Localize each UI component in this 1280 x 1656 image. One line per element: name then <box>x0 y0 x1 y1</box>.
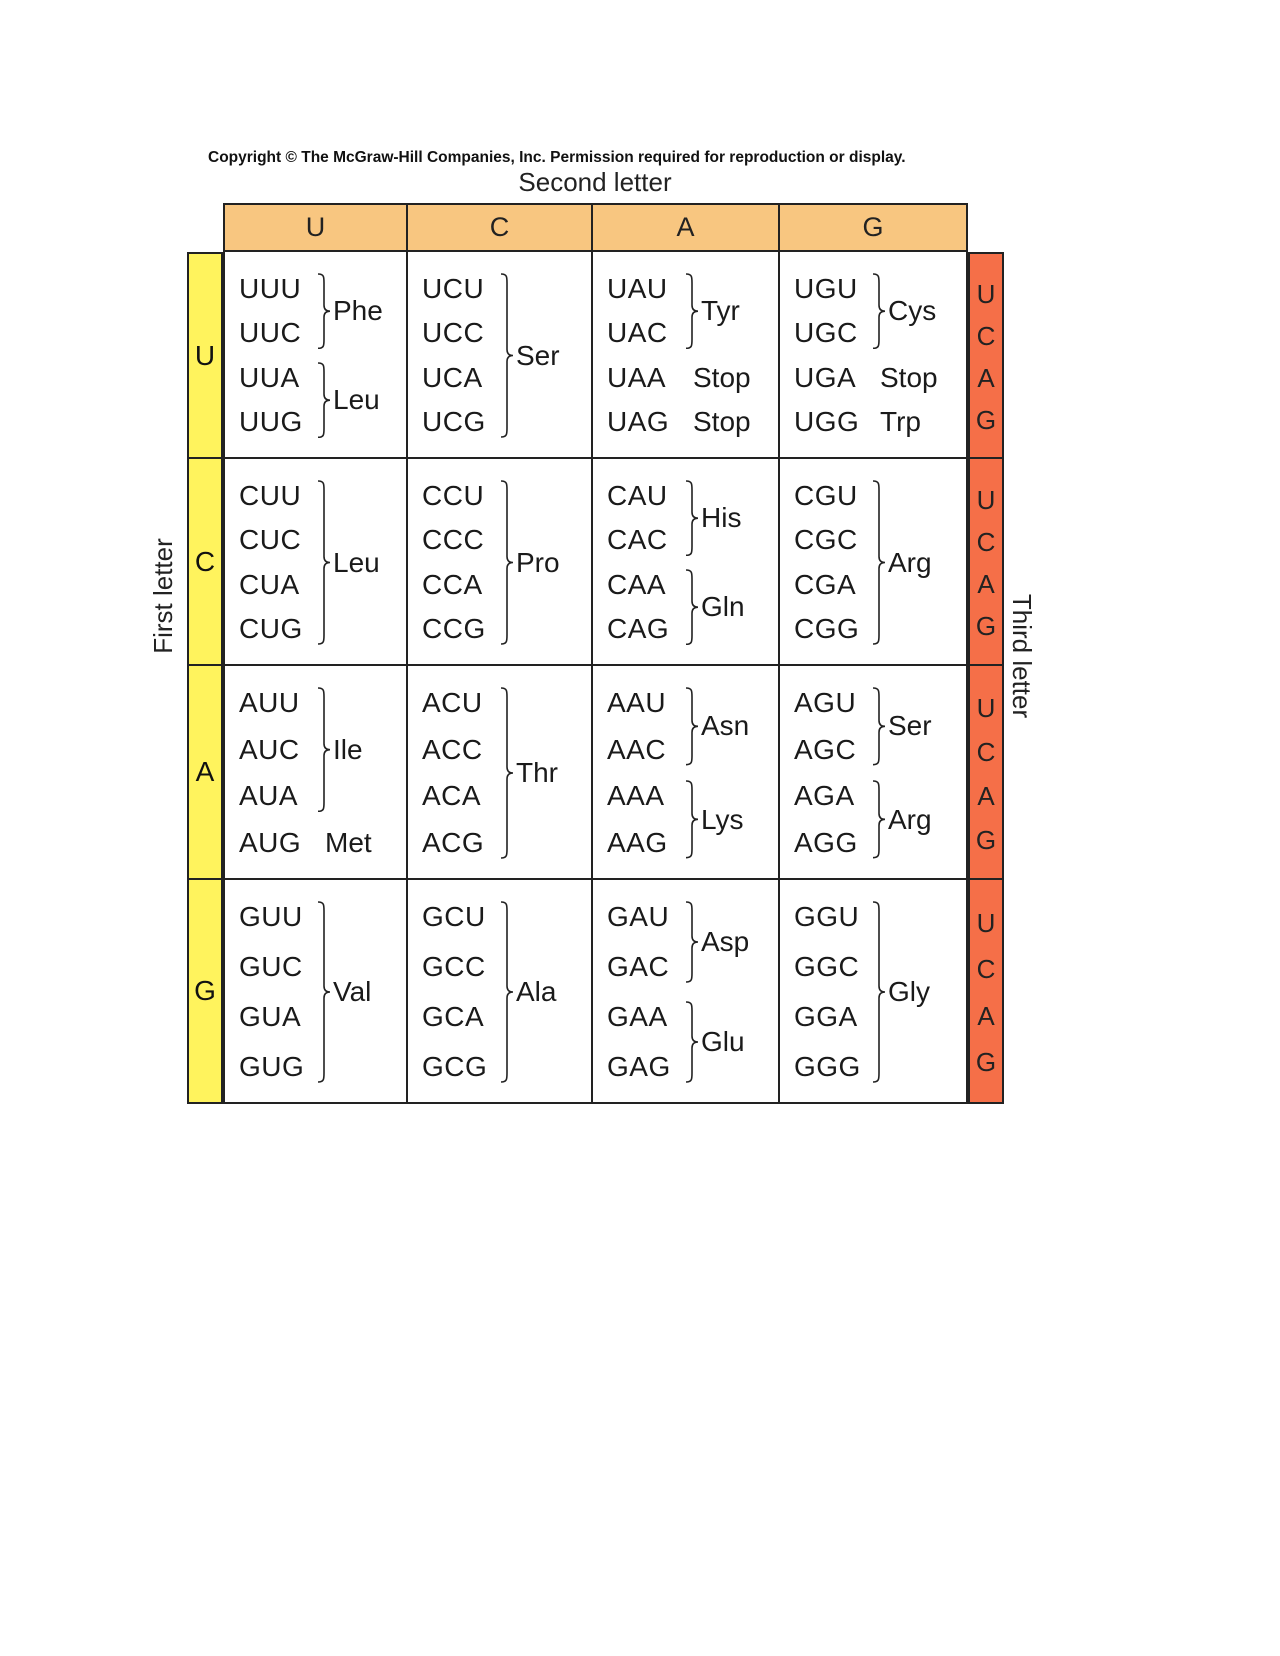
codon-list <box>794 272 859 439</box>
codon: AUG <box>239 826 302 858</box>
brace-path <box>318 274 330 348</box>
third-letter: C <box>976 954 996 985</box>
codon-list <box>794 686 858 860</box>
brace-shape <box>317 687 331 812</box>
codon: GGC <box>794 951 860 982</box>
codon: UAU <box>607 273 668 304</box>
codon-list <box>794 900 861 1084</box>
amino-acid-label: Arg <box>888 803 932 835</box>
codon: CUC <box>239 524 302 556</box>
second-letter-header: U <box>223 203 408 252</box>
grouping-brace <box>317 273 331 349</box>
codon: GUU <box>239 901 303 932</box>
brace-path <box>501 902 513 1082</box>
amino-acid-label: Stop <box>693 406 751 437</box>
codon: GAG <box>607 1051 671 1082</box>
codon: GUC <box>239 951 303 982</box>
codon-cell <box>408 666 593 880</box>
codon: CUG <box>239 612 303 644</box>
brace-shape <box>872 480 886 645</box>
second-letter-header: C <box>408 203 593 252</box>
grouping-brace <box>685 480 699 556</box>
amino-acid-label: Lys <box>701 803 744 835</box>
first-letter-cell: C <box>187 459 223 666</box>
brace-shape <box>685 480 699 556</box>
brace-path <box>318 688 330 811</box>
codon: CAA <box>607 568 667 600</box>
amino-acid-label: Leu <box>333 546 380 578</box>
codon-list <box>422 479 486 646</box>
codon-list <box>422 272 486 439</box>
codon-cell <box>223 459 408 666</box>
brace-path <box>501 688 513 858</box>
codon: UGC <box>794 317 858 349</box>
codon: UCC <box>422 317 485 349</box>
third-letter: G <box>975 1047 997 1078</box>
brace-path <box>686 688 698 765</box>
amino-acid-label: Ile <box>333 733 363 765</box>
brace-shape <box>872 687 886 766</box>
brace-shape <box>317 362 331 438</box>
third-letter: A <box>977 569 995 600</box>
third-letter: A <box>977 780 995 811</box>
codon: GGU <box>794 901 860 932</box>
second-letter-header: A <box>593 203 780 252</box>
first-letter-axis-label: First letter <box>148 538 178 654</box>
codon: AAA <box>607 780 665 812</box>
amino-acid-label: Asn <box>701 710 750 742</box>
grouping-brace <box>685 569 699 645</box>
third-letter: A <box>977 1000 995 1031</box>
codon: GCU <box>422 901 486 932</box>
codon: AAU <box>607 687 667 718</box>
first-letter-cell: U <box>187 252 223 459</box>
brace-path <box>318 481 330 644</box>
brace-shape <box>685 687 699 766</box>
codon: GUA <box>239 1001 302 1032</box>
codon: UUC <box>239 317 302 349</box>
brace-shape <box>685 1001 699 1083</box>
brace-path <box>318 902 330 1082</box>
codon-list <box>607 479 669 646</box>
third-letter: C <box>976 736 996 767</box>
brace-shape <box>500 687 514 859</box>
brace-path <box>501 274 513 437</box>
brace-path <box>873 274 885 348</box>
codon: CGU <box>794 480 858 511</box>
amino-acid-label: Pro <box>516 546 560 578</box>
amino-acid-label: Cys <box>888 295 937 327</box>
grouping-brace <box>872 480 886 645</box>
brace-shape <box>685 780 699 859</box>
codon: AUC <box>239 733 300 765</box>
codon: GAU <box>607 901 670 932</box>
codon: CUU <box>239 480 302 511</box>
codon: CGA <box>794 568 857 600</box>
grouping-brace <box>872 901 886 1083</box>
brace-shape <box>500 273 514 438</box>
brace-path <box>873 781 885 858</box>
third-letter: U <box>976 692 996 723</box>
codon: GCA <box>422 1001 485 1032</box>
brace-path <box>873 688 885 765</box>
codon: UGU <box>794 273 858 304</box>
codon-list <box>239 686 301 860</box>
codon-cell <box>408 459 593 666</box>
grouping-brace <box>685 687 699 766</box>
codon: UCA <box>422 361 483 393</box>
amino-acid-label: Met <box>325 827 372 858</box>
codon: CUA <box>239 568 300 600</box>
codon: UUU <box>239 273 302 304</box>
third-letter: U <box>976 484 996 515</box>
third-letter: G <box>975 611 997 642</box>
second-letter-header: G <box>780 203 968 252</box>
codon: UAA <box>607 361 667 393</box>
codon-cell <box>408 880 593 1104</box>
brace-path <box>686 570 698 644</box>
third-letter: U <box>976 279 996 310</box>
brace-path <box>686 902 698 982</box>
brace-path <box>686 781 698 858</box>
codon: CGG <box>794 612 860 644</box>
codon-cell <box>223 252 408 459</box>
grouping-brace <box>872 273 886 349</box>
amino-acid-label: Stop <box>693 361 751 393</box>
codon: GAC <box>607 951 670 982</box>
grouping-brace <box>872 687 886 766</box>
grouping-brace <box>500 687 514 859</box>
third-letter: C <box>976 321 996 352</box>
grouping-brace <box>685 780 699 859</box>
codon-cell <box>223 666 408 880</box>
brace-shape <box>872 901 886 1083</box>
brace-shape <box>872 273 886 349</box>
amino-acid-label: Arg <box>888 546 932 578</box>
codon: UAG <box>607 405 670 437</box>
brace-shape <box>500 480 514 645</box>
brace-shape <box>317 901 331 1083</box>
codon-cell <box>408 252 593 459</box>
codon: UGG <box>794 405 860 437</box>
brace-path <box>873 902 885 1082</box>
grouping-brace <box>500 901 514 1083</box>
brace-shape <box>685 273 699 349</box>
codon: UCU <box>422 273 485 304</box>
codon-cell <box>593 252 780 459</box>
table-corner-left <box>187 203 223 252</box>
amino-acid-label: Val <box>333 976 372 1007</box>
codon: CGC <box>794 524 858 556</box>
codon-list <box>607 272 669 439</box>
grouping-brace <box>872 780 886 859</box>
brace-path <box>686 481 698 555</box>
brace-path <box>686 274 698 348</box>
third-letter: C <box>976 526 996 557</box>
amino-acid-label: Leu <box>333 383 380 415</box>
codon: UCG <box>422 405 486 437</box>
amino-acid-label: Stop <box>880 361 938 393</box>
third-letter-cell <box>968 252 1004 459</box>
codon: AUU <box>239 687 300 718</box>
grouping-brace <box>317 687 331 812</box>
codon: AGG <box>794 826 858 858</box>
amino-acid-label: Tyr <box>701 295 740 327</box>
codon-table <box>187 203 1007 1106</box>
codon: UUA <box>239 361 300 393</box>
codon-list <box>239 900 304 1084</box>
codon-cell <box>223 880 408 1104</box>
copyright-notice: Copyright © The McGraw-Hill Companies, Inc. Permission required for reproduction or display. <box>208 149 906 166</box>
grouping-brace <box>685 901 699 983</box>
codon: GGA <box>794 1001 858 1032</box>
amino-acid-label: Thr <box>516 757 558 788</box>
grouping-brace <box>317 901 331 1083</box>
amino-acid-label: Gly <box>888 976 930 1007</box>
codon-cell <box>593 459 780 666</box>
codon-cell <box>780 459 968 666</box>
grouping-brace <box>500 273 514 438</box>
amino-acid-label: Ser <box>516 339 560 371</box>
codon-list <box>607 686 668 860</box>
amino-acid-label: Ser <box>888 710 932 742</box>
codon-cell <box>593 666 780 880</box>
brace-shape <box>317 273 331 349</box>
codon: AUA <box>239 780 299 812</box>
amino-acid-label: Gln <box>701 590 745 622</box>
amino-acid-label: Ala <box>516 976 557 1007</box>
first-letter-cell: G <box>187 880 223 1104</box>
amino-acid-label: Glu <box>701 1026 745 1057</box>
grouping-brace <box>317 480 331 645</box>
codon-list <box>239 479 303 646</box>
codon: CAU <box>607 480 668 511</box>
grouping-brace <box>500 480 514 645</box>
third-letter-axis-label: Third letter <box>1007 593 1037 719</box>
codon-list <box>422 900 487 1084</box>
third-letter-cell <box>968 880 1004 1104</box>
codon-cell <box>780 252 968 459</box>
codon: CAG <box>607 612 670 644</box>
codon: AGA <box>794 780 855 812</box>
codon: UGA <box>794 361 857 393</box>
brace-shape <box>317 480 331 645</box>
codon-list <box>794 479 859 646</box>
codon: UAC <box>607 317 668 349</box>
codon: ACU <box>422 687 483 718</box>
grouping-brace <box>685 273 699 349</box>
third-letter: A <box>977 362 995 393</box>
table-corner-right <box>968 203 1004 252</box>
grouping-brace <box>685 1001 699 1083</box>
codon: UUG <box>239 405 303 437</box>
brace-shape <box>685 569 699 645</box>
codon: CCC <box>422 524 485 556</box>
second-letter-axis-label: Second letter <box>518 167 672 197</box>
codon: GGG <box>794 1051 861 1082</box>
brace-path <box>318 363 330 437</box>
third-letter: G <box>975 404 997 435</box>
third-letter-cell <box>968 666 1004 880</box>
codon: CCA <box>422 568 483 600</box>
codon: GAA <box>607 1001 668 1032</box>
codon: ACC <box>422 733 483 765</box>
codon-list <box>607 900 671 1084</box>
third-letter: G <box>975 824 997 855</box>
third-letter: U <box>976 907 996 938</box>
grouping-brace <box>317 362 331 438</box>
amino-acid-label: Trp <box>880 406 921 437</box>
brace-path <box>501 481 513 644</box>
codon: ACG <box>422 826 485 858</box>
codon-list <box>422 686 484 860</box>
codon-cell <box>780 880 968 1104</box>
codon: AAC <box>607 733 667 765</box>
codon-list <box>239 272 303 439</box>
codon: GCC <box>422 951 486 982</box>
brace-path <box>873 481 885 644</box>
amino-acid-label: Asp <box>701 926 750 957</box>
codon: ACA <box>422 780 482 812</box>
brace-shape <box>872 780 886 859</box>
amino-acid-label: His <box>701 502 742 534</box>
codon: GCG <box>422 1051 488 1082</box>
codon-cell <box>593 880 780 1104</box>
codon: AGU <box>794 687 857 718</box>
brace-shape <box>685 901 699 983</box>
codon: CAC <box>607 524 668 556</box>
codon: GUG <box>239 1051 305 1082</box>
codon: AAG <box>607 826 668 858</box>
first-letter-cell: A <box>187 666 223 880</box>
brace-path <box>686 1002 698 1082</box>
codon: CCG <box>422 612 486 644</box>
codon: CCU <box>422 480 485 511</box>
codon: AGC <box>794 733 857 765</box>
brace-shape <box>500 901 514 1083</box>
codon-cell <box>780 666 968 880</box>
third-letter-cell <box>968 459 1004 666</box>
amino-acid-label: Phe <box>333 295 383 327</box>
